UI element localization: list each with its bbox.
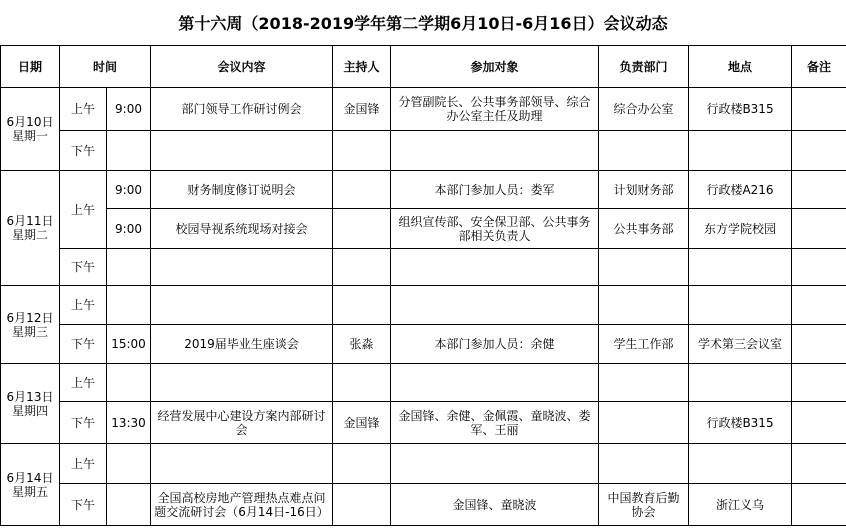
table-row: [1, 444, 846, 484]
notes-cell: [792, 88, 846, 131]
page-title: 第十六周（2018-2019学年第二学期6月10日-6月16日）会议动态: [0, 0, 846, 46]
header-time: 时间: [60, 46, 151, 88]
notes-cell: [792, 171, 846, 209]
dept-cell: [599, 249, 689, 286]
notes-cell: [792, 444, 846, 484]
header-location: 地点: [689, 46, 792, 88]
notes-cell: [792, 286, 846, 325]
location-cell: 行政楼A216: [689, 171, 792, 209]
notes-cell: [792, 484, 846, 526]
dept-cell: 中国教育后勤协会: [599, 484, 689, 526]
dept-cell: [599, 444, 689, 484]
host-cell: [333, 286, 391, 325]
host-cell: [333, 131, 391, 171]
content-cell: [151, 444, 333, 484]
content-cell: 财务制度修订说明会: [151, 171, 333, 209]
dept-cell: 计划财务部: [599, 171, 689, 209]
period-am: 上午: [60, 364, 107, 402]
time-cell: [107, 364, 151, 402]
weekday-label: 星期四: [11, 403, 48, 418]
time-cell: [107, 249, 151, 286]
host-cell: [333, 209, 391, 249]
table-row: [1, 249, 846, 286]
content-cell: 2019届毕业生座谈会: [151, 325, 333, 364]
attendees-cell: 金国锋、余健、金佩霞、童晓波、娄军、王丽: [391, 402, 599, 444]
date-cell: [1, 88, 60, 171]
location-cell: [689, 131, 792, 171]
weekday-label: 星期三: [11, 324, 48, 339]
time-cell: [107, 444, 151, 484]
dept-cell: [599, 402, 689, 444]
header-row: [1, 46, 846, 88]
period-am: 上午: [60, 286, 107, 325]
attendees-cell: [391, 249, 599, 286]
notes-cell: [792, 131, 846, 171]
content-cell: [151, 364, 333, 402]
period-pm: 下午: [60, 484, 107, 526]
host-cell: 张淼: [333, 325, 391, 364]
period-am: 上午: [60, 444, 107, 484]
date-cell: [1, 171, 60, 286]
content-cell: [151, 131, 333, 171]
attendees-cell: [391, 444, 599, 484]
dept-cell: [599, 131, 689, 171]
table-row: [1, 364, 846, 402]
date-label: 6月13日: [6, 389, 54, 404]
notes-cell: [792, 402, 846, 444]
location-cell: 浙江义乌: [689, 484, 792, 526]
host-cell: [333, 364, 391, 402]
header-notes: 备注: [792, 46, 846, 88]
period-pm: 下午: [60, 249, 107, 286]
location-cell: [689, 286, 792, 325]
date-label: 6月10日: [6, 115, 54, 129]
location-cell: 学术第三会议室: [689, 325, 792, 364]
table-row: [1, 325, 846, 364]
period-pm: 下午: [60, 131, 107, 171]
date-cell: [1, 286, 60, 364]
date-label: 6月11日: [6, 214, 54, 228]
attendees-cell: [391, 364, 599, 402]
table-row: [1, 171, 846, 209]
period-pm: 下午: [60, 402, 107, 444]
content-cell: 部门领导工作研讨例会: [151, 88, 333, 131]
dept-cell: 公共事务部: [599, 209, 689, 249]
time-cell: [107, 484, 151, 526]
table-row: [1, 131, 846, 171]
location-cell: [689, 249, 792, 286]
period-am: 上午: [60, 88, 107, 131]
time-cell: 13:30: [107, 402, 151, 444]
time-cell: [107, 286, 151, 325]
attendees-cell: 分管副院长、公共事务部领导、综合办公室主任及助理: [391, 88, 599, 131]
attendees-cell: 金国锋、童晓波: [391, 484, 599, 526]
content-cell: [151, 249, 333, 286]
host-cell: 金国锋: [333, 88, 391, 131]
date-cell: [1, 364, 60, 444]
weekday-label: 星期二: [11, 228, 48, 242]
header-date: 日期: [1, 46, 60, 88]
header-attendees: 参加对象: [391, 46, 599, 88]
location-cell: 行政楼B315: [689, 88, 792, 131]
time-cell: 15:00: [107, 325, 151, 364]
location-cell: 行政楼B315: [689, 402, 792, 444]
schedule-table: [0, 45, 846, 526]
date-cell: [1, 444, 60, 526]
weekday-label: 星期五: [11, 484, 48, 499]
host-cell: 金国锋: [333, 402, 391, 444]
attendees-cell: [391, 131, 599, 171]
date-label: 6月12日: [6, 310, 54, 325]
time-cell: 9:00: [107, 88, 151, 131]
table-row: [1, 484, 846, 526]
notes-cell: [792, 325, 846, 364]
location-cell: [689, 364, 792, 402]
location-cell: 东方学院校园: [689, 209, 792, 249]
table-row: [1, 209, 846, 249]
attendees-cell: [391, 286, 599, 325]
table-row: [1, 402, 846, 444]
time-cell: [107, 131, 151, 171]
host-cell: [333, 484, 391, 526]
header-content: 会议内容: [151, 46, 333, 88]
weekday-label: 星期一: [11, 129, 48, 143]
content-cell: [151, 286, 333, 325]
time-cell: 9:00: [107, 171, 151, 209]
notes-cell: [792, 249, 846, 286]
content-cell: 校园导视系统现场对接会: [151, 209, 333, 249]
dept-cell: [599, 286, 689, 325]
dept-cell: [599, 364, 689, 402]
host-cell: [333, 249, 391, 286]
time-cell: 9:00: [107, 209, 151, 249]
host-cell: [333, 171, 391, 209]
content-cell: 全国高校房地产管理热点难点问题交流研讨会（6月14日-16日）: [151, 484, 333, 526]
content-cell: 经营发展中心建设方案内部研讨会: [151, 402, 333, 444]
header-dept: 负责部门: [599, 46, 689, 88]
attendees-cell: 本部门参加人员：娄军: [391, 171, 599, 209]
notes-cell: [792, 364, 846, 402]
table-row: [1, 286, 846, 325]
attendees-cell: 组织宣传部、安全保卫部、公共事务部相关负责人: [391, 209, 599, 249]
location-cell: [689, 444, 792, 484]
dept-cell: 学生工作部: [599, 325, 689, 364]
table-row: [1, 88, 846, 131]
date-label: 6月14日: [6, 470, 54, 485]
header-host: 主持人: [333, 46, 391, 88]
dept-cell: 综合办公室: [599, 88, 689, 131]
period-pm: 下午: [60, 325, 107, 364]
attendees-cell: 本部门参加人员：余健: [391, 325, 599, 364]
host-cell: [333, 444, 391, 484]
notes-cell: [792, 209, 846, 249]
period-am: 上午: [60, 171, 107, 249]
